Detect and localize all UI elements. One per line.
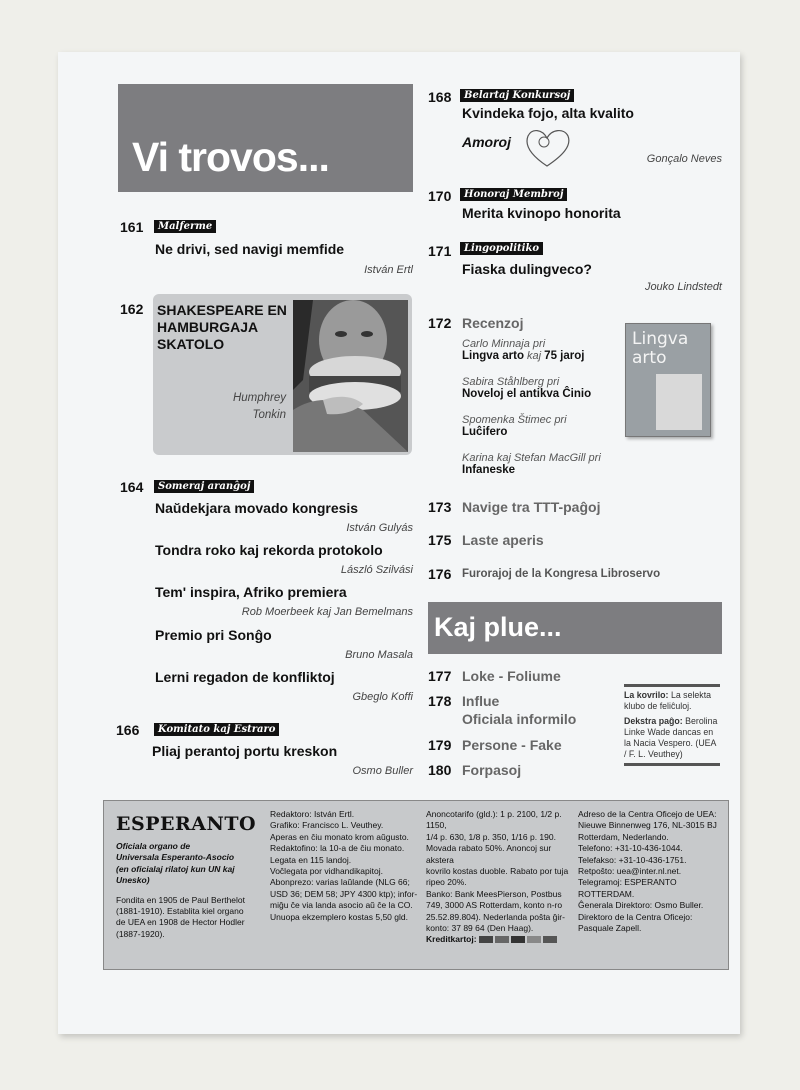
article-title[interactable]: Lerni regadon de konfliktoj bbox=[155, 669, 335, 685]
page-number: 171 bbox=[428, 243, 452, 259]
page-number: 177 bbox=[428, 668, 452, 684]
section-label: Belartaj Konkursoj bbox=[460, 89, 574, 102]
article-author: István Ertl bbox=[364, 264, 413, 276]
article-title[interactable]: Navige tra TTT-paĝoj bbox=[462, 499, 601, 515]
article-title[interactable]: Tem' inspira, Afriko premiera bbox=[155, 584, 347, 600]
article-author: István Gulyás bbox=[346, 522, 413, 534]
article-author: Bruno Masala bbox=[345, 649, 413, 661]
esperanto-logo: ESPERANTO bbox=[116, 813, 257, 835]
article-title[interactable]: Oficiala informilo bbox=[462, 711, 577, 727]
section-label: Lingopolitiko bbox=[460, 242, 543, 255]
page-title: Vi trovos... bbox=[132, 134, 329, 180]
section-title[interactable]: Recenzoj bbox=[462, 315, 524, 331]
cover-note: La kovrilo: La selekta klubo de feliĉuloj. Dekstra paĝo: Berolina Linke Wade dancas en la Nacia Vespero. (UEA / F. L. Veuthey) bbox=[624, 684, 720, 766]
feature-title: SHAKESPEARE EN HAMBURGAJA SKATOLO bbox=[157, 302, 287, 352]
page-number: 170 bbox=[428, 188, 452, 204]
article-subtitle[interactable]: Amoroj bbox=[462, 134, 511, 150]
page-number: 179 bbox=[428, 737, 452, 753]
shakespeare-burger-image bbox=[293, 300, 408, 452]
article-title[interactable]: Fiaska dulingveco? bbox=[462, 261, 592, 277]
article-title[interactable]: Kvindeka fojo, alta kvalito bbox=[462, 105, 634, 121]
page-number: 178 bbox=[428, 693, 452, 709]
review-item[interactable]: Sabira Ståhlberg pri Noveloj el antikva Ĉinio bbox=[462, 376, 592, 400]
book-cover-image: Lingva arto bbox=[625, 323, 711, 437]
review-item[interactable]: Spomenka Štimec pri Luĉifero bbox=[462, 414, 567, 438]
page-number: 162 bbox=[120, 301, 144, 317]
feature-author: Humphrey Tonkin bbox=[232, 392, 286, 421]
imprint-col-1: Oficiala organo de Universala Esperanto-Asocio (en oficialaj rilatoj kun UN kaj Unesko) Fondita en 1905 de Paul Berthelot (1881-1910). Establita kiel organo de UEA en 1908 de Hector Hodler (1887-1920). bbox=[116, 841, 246, 939]
article-author: László Szilvási bbox=[340, 564, 413, 576]
review-item[interactable]: Karina kaj Stefan MacGill pri Infaneske bbox=[462, 452, 601, 476]
credit-card-icons bbox=[479, 935, 557, 946]
article-author: Gbeglo Koffi bbox=[352, 691, 413, 703]
section-label: Honoraj Membroj bbox=[460, 188, 567, 201]
article-title[interactable]: Merita kvinopo honorita bbox=[462, 205, 621, 221]
page-number: 173 bbox=[428, 499, 452, 515]
feature-box[interactable] bbox=[153, 294, 412, 455]
article-title[interactable]: Ne drivi, sed navigi memfide bbox=[155, 241, 345, 257]
article-author: Jouko Lindstedt bbox=[644, 281, 722, 293]
review-item[interactable]: Carlo Minnaja pri Lingva arto kaj 75 jaroj bbox=[462, 338, 585, 362]
article-author: Rob Moerbeek kaj Jan Bemelmans bbox=[241, 606, 413, 618]
article-title[interactable]: Laste aperis bbox=[462, 532, 544, 548]
page-number: 166 bbox=[116, 722, 140, 738]
page-number: 172 bbox=[428, 315, 452, 331]
imprint-box bbox=[103, 800, 729, 970]
page-number: 168 bbox=[428, 89, 452, 105]
article-author: Gonçalo Neves bbox=[646, 153, 722, 165]
heart-drawing-icon bbox=[522, 126, 572, 170]
header-banner bbox=[118, 84, 413, 192]
article-title[interactable]: Influe bbox=[462, 693, 500, 709]
article-title[interactable]: Premio pri Sonĝo bbox=[155, 627, 272, 643]
section-label: Malferme bbox=[154, 220, 216, 233]
article-title[interactable]: Naŭdekjara movado kongresis bbox=[155, 500, 359, 516]
imprint-col-3: Anoncotarifo (gld.): 1 p. 2100, 1/2 p. 1150, 1/4 p. 630, 1/8 p. 350, 1/16 p. 190. Movada rabato 50%. Anoncoj sur akstera kovrilo kostas duoble. Rabato por tuja ripeo 20%. Banko: Bank MeesPierson, Postbus 749, 3000 AS Rotterdam, konto n-ro 25.52.89.804). Nederlanda poŝta ĝir- konto: 37 89 64 (Den Haag). Kreditkartoj: bbox=[426, 809, 569, 945]
page-number: 161 bbox=[120, 219, 144, 235]
page-number: 180 bbox=[428, 762, 452, 778]
page-number: 175 bbox=[428, 532, 452, 548]
article-author: Osmo Buller bbox=[352, 765, 413, 777]
article-title[interactable]: Furorajoj de la Kongresa Libroservo bbox=[462, 568, 661, 580]
kaj-plue-title: Kaj plue... bbox=[434, 612, 562, 642]
article-title[interactable]: Loke - Foliume bbox=[462, 668, 561, 684]
imprint-col-2: Redaktoro: István Ertl. Grafiko: Francisco L. Veuthey. Aperas en ĉiu monato krom aŭgusto. Redaktofino: la 10-a de ĉiu monato. Legata en 115 landoj. Voĉlegata por vidhandikapitoj. Abonprezo: varias laŭlande (NLG 66; USD 36; DEM 58; JPY 4300 ktp); infor- miĝu ĉe via landa asocio aŭ ĉe la CO. Unuopa ekzemplero kostas 5,50 gld. bbox=[270, 809, 418, 922]
article-title[interactable]: Pliaj perantoj portu kreskon bbox=[152, 743, 338, 759]
kaj-plue-banner bbox=[428, 602, 722, 654]
section-label: Someraj aranĝoj bbox=[154, 480, 254, 493]
imprint-col-4: Adreso de la Centra Oficejo de UEA: Nieuwe Binnenweg 176, NL-3015 BJ Rotterdam, Nederlando. Telefono: +31-10-436-1044. Telefakso: +31-10-436-1751. Retpoŝto: uea@inter.nl.net. Telegramoj: ESPERANTO ROTTERDAM. Ĝenerala Direktoro: Osmo Buller. Direktoro de la Centra Oficejo: Pasquale Zapell. bbox=[578, 809, 717, 934]
article-title[interactable]: Forpasoj bbox=[462, 762, 522, 778]
page-number: 176 bbox=[428, 566, 452, 582]
article-title[interactable]: Tondra roko kaj rekorda protokolo bbox=[155, 542, 383, 558]
page-number: 164 bbox=[120, 479, 144, 495]
article-title[interactable]: Persone - Fake bbox=[462, 737, 562, 753]
section-label: Komitato kaj Estraro bbox=[154, 723, 279, 736]
